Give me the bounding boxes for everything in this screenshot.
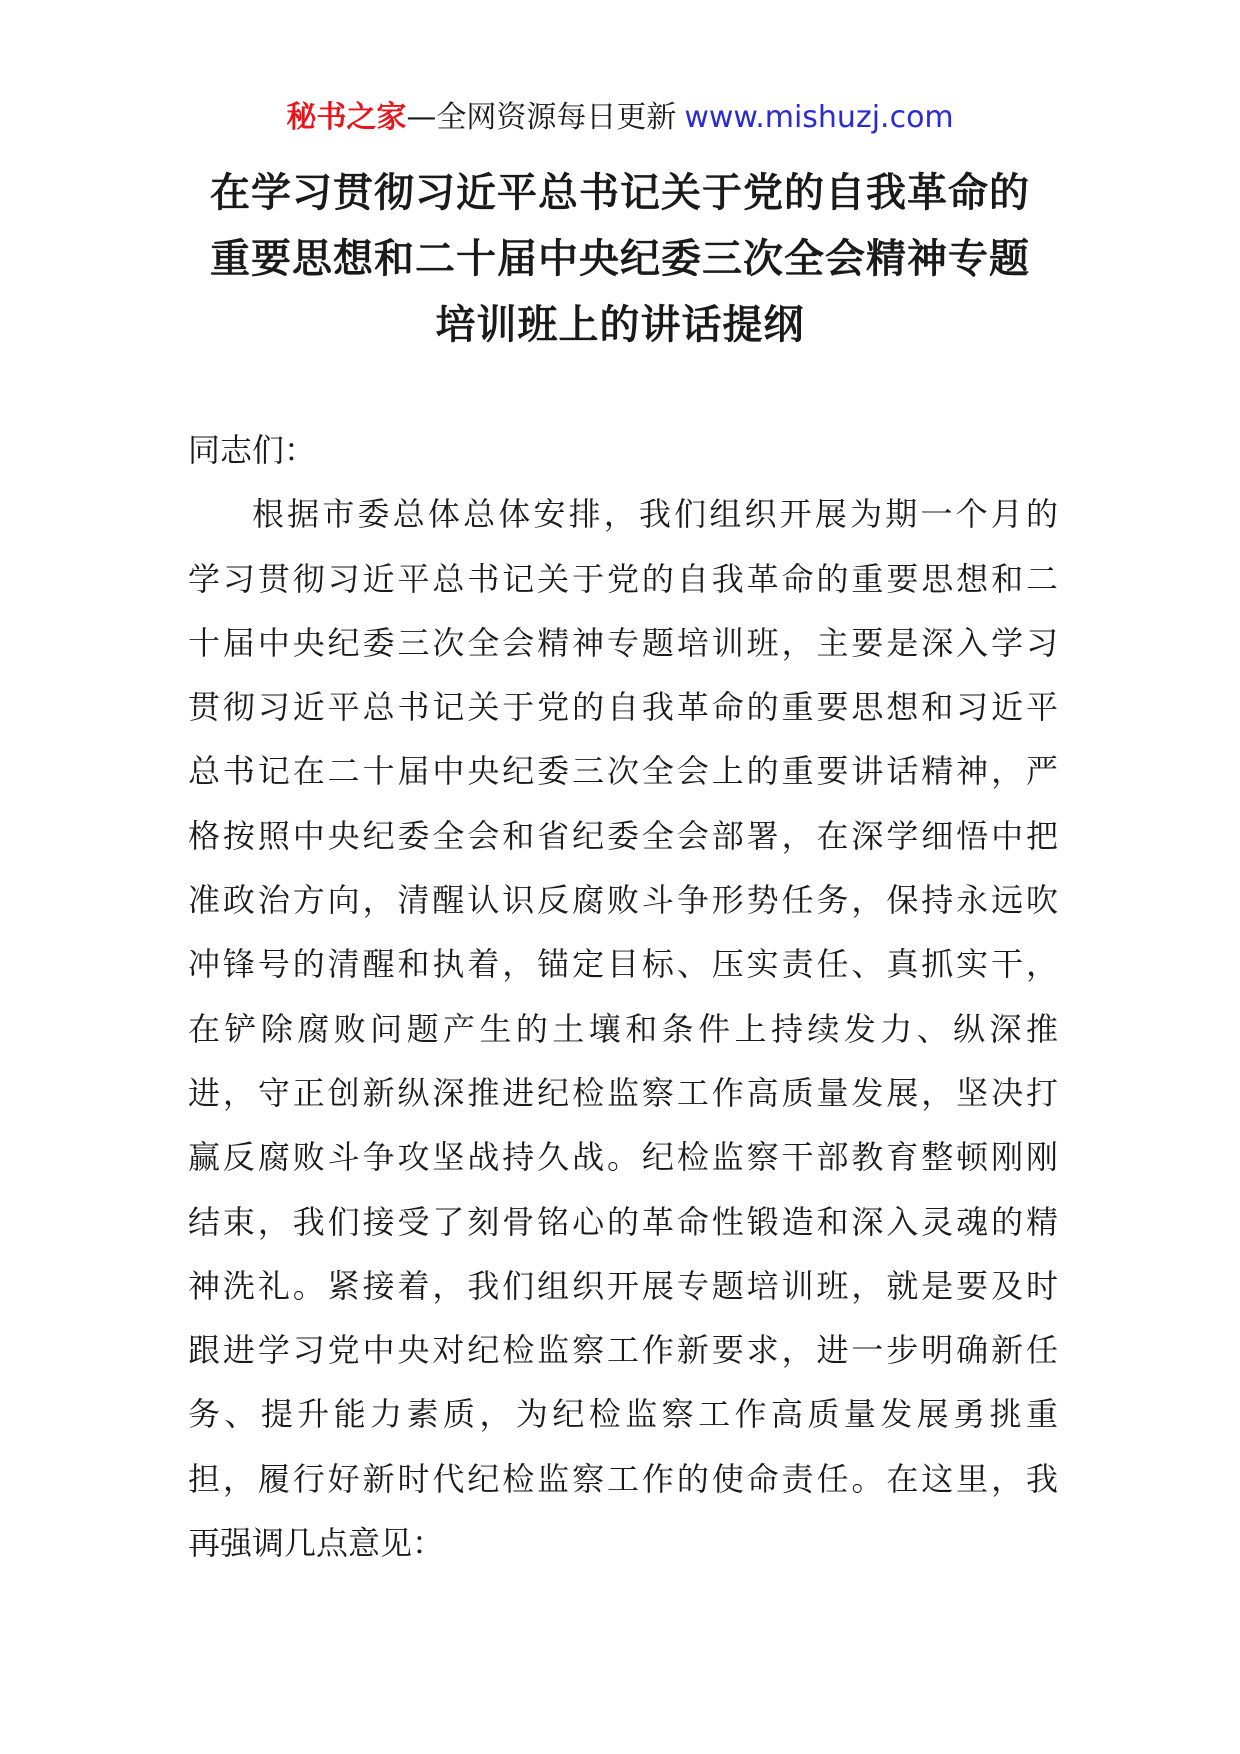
paragraph-line: 跟进学习党中央对纪检监察工作新要求，进一步明确新任 [188,1331,1058,1370]
paragraph-line: 担，履行好新时代纪检监察工作的使命责任。在这里，我 [188,1459,1058,1498]
title-line: 培训班上的讲话提纲 [435,302,805,348]
paragraph-line: 结束，我们接受了刻骨铭心的革命性锻造和深入灵魂的精 [188,1202,1058,1241]
title-line: 重要思想和二十届中央纪委三次全会精神专题 [210,236,1030,282]
header-tagline: —全网资源每日更新 [406,100,677,135]
paragraph-line: 再强调几点意见： [188,1524,445,1563]
paragraph-line: 冲锋号的清醒和执着，锚定目标、压实责任、真抓实干， [188,945,1058,984]
paragraph-line: 格按照中央纪委全会和省纪委全会部署，在深学细悟中把 [188,816,1058,855]
title-line: 在学习贯彻习近平总书记关于党的自我革命的 [210,170,1030,216]
site-link[interactable]: www.mishuzj.com [684,100,954,135]
paragraph-line: 准政治方向，清醒认识反腐败斗争形势任务，保持永远吹 [188,881,1058,920]
brand-name: 秘书之家 [286,100,407,135]
paragraph-line: 在铲除腐败问题产生的土壤和条件上持续发力、纵深推 [188,1009,1058,1048]
paragraph-line: 务、提升能力素质，为纪检监察工作高质量发展勇挑重 [188,1395,1058,1434]
paragraph-line: 总书记在二十届中央纪委三次全会上的重要讲话精神，严 [188,752,1058,791]
salutation: 同志们： [188,431,317,469]
document-title [150,160,1090,358]
paragraph-line: 赢反腐败斗争攻坚战持久战。纪检监察干部教育整顿刚刚 [188,1138,1058,1177]
paragraph-line: 神洗礼。紧接着，我们组织开展专题培训班，就是要及时 [188,1266,1058,1305]
paragraph-line: 贯彻习近平总书记关于党的自我革命的重要思想和习近平 [188,688,1058,727]
paragraph-line: 进，守正创新纵深推进纪检监察工作高质量发展，坚决打 [188,1073,1058,1112]
paragraph-line: 学习贯彻习近平总书记关于党的自我革命的重要思想和二 [188,559,1058,598]
site-header [0,98,1240,138]
paragraph-line: 根据市委总体总体安排，我们组织开展为期一个月的 [252,495,1058,534]
paragraph-line: 十届中央纪委三次全会精神专题培训班，主要是深入学习 [188,623,1058,662]
document-body [188,418,1058,1575]
